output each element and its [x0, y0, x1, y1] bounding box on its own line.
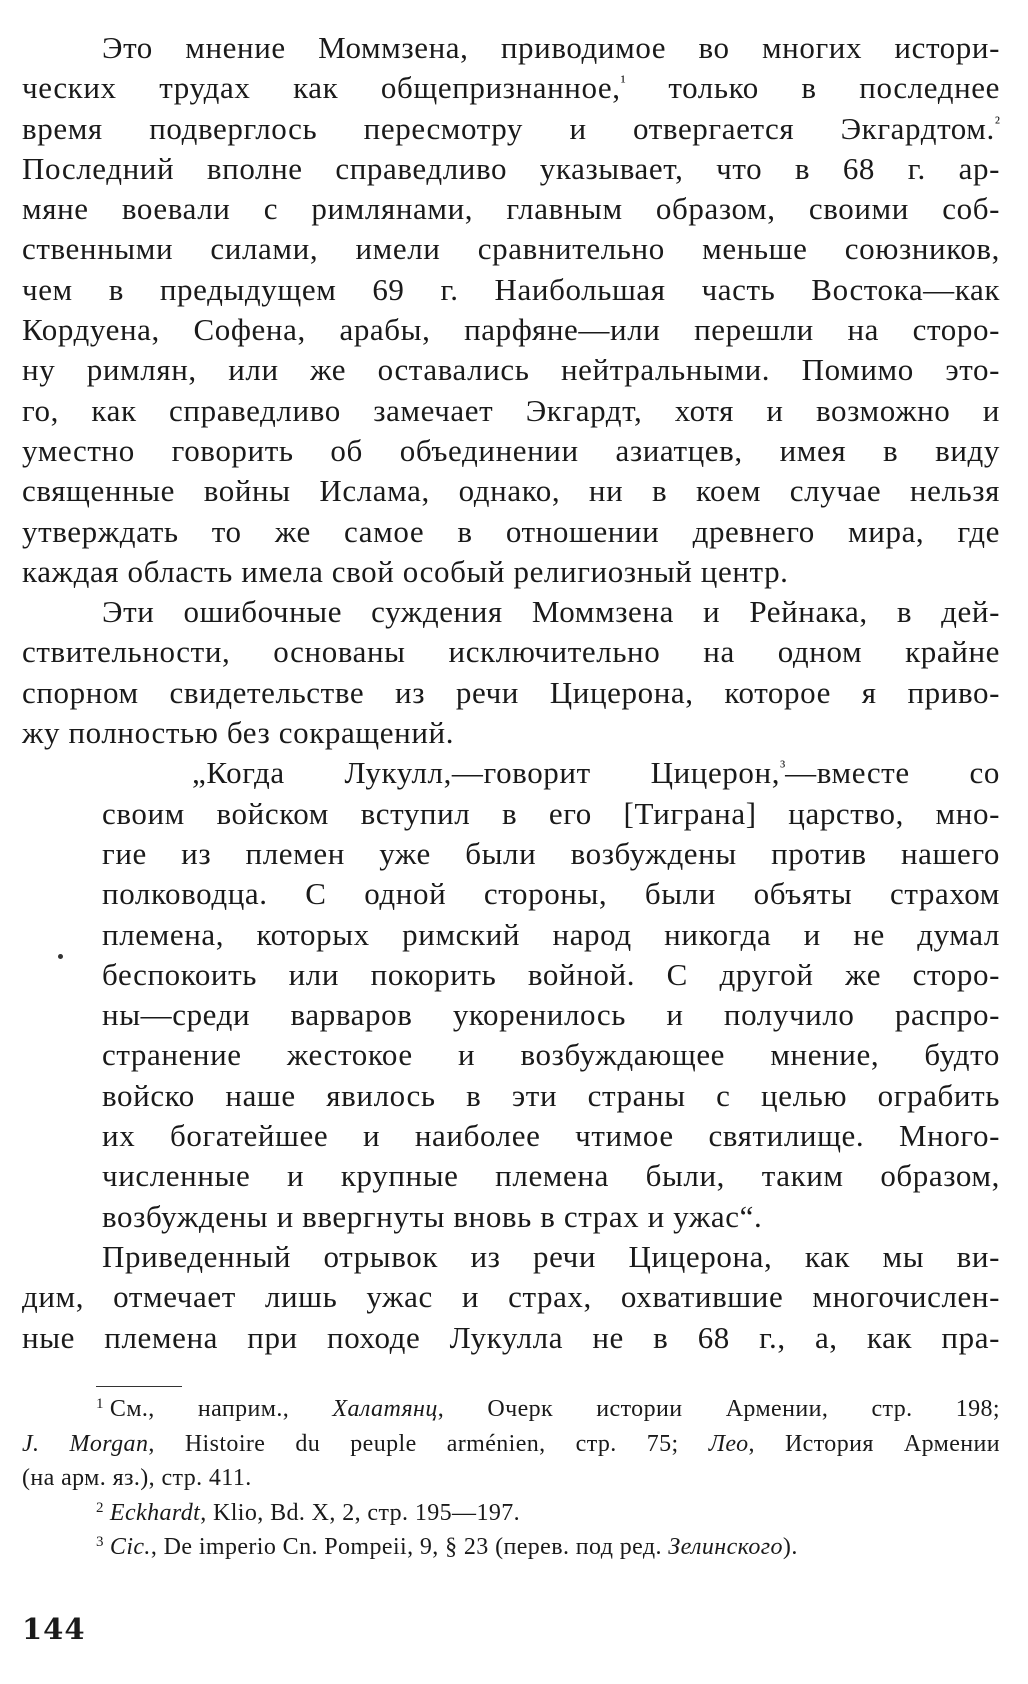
scan-speck: [58, 954, 63, 959]
text-line: своим войском вступил в его [Тиграна] царство, мно-: [102, 795, 1000, 831]
footnote-separator: [96, 1386, 182, 1387]
text-line: численные и крупные племена были, таким образом,: [102, 1158, 1000, 1194]
text-line: дим, отмечает лишь ужас и страх, охватившие многочислен-: [22, 1279, 1000, 1315]
footnote-ref-1: ¹: [620, 72, 626, 92]
paragraph-2: [22, 592, 1000, 753]
paragraph-3: [22, 1237, 1000, 1358]
footnote-1: [22, 1392, 1000, 1496]
text-line: полководца. С одной стороны, были объяты страхом: [102, 876, 1000, 912]
text-line: беспокоить или покорить войной. С другой же сторо-: [102, 956, 1000, 992]
main-text: [22, 28, 1000, 1358]
text-line: Последний вполне справедливо указывает, что в 68 г. ар-: [22, 150, 1000, 186]
text-line: уместно говорить об объединении азиатцев, имея в виду: [22, 432, 1000, 468]
text-line: их богатейшее и наиболее чтимое святилище. Много-: [102, 1118, 1000, 1154]
footnotes: [22, 1392, 1000, 1565]
text-line: время подверглось пересмотру и отвергается Экгардтом.$^{^2}$: [22, 110, 1000, 146]
text-line: Это мнение Моммзена, приводимое во многих истори-: [102, 30, 1000, 65]
footnote-3: [22, 1530, 1000, 1565]
quotation: [22, 753, 1000, 1237]
footnote-ref-2: ²: [994, 112, 1000, 132]
text-line: ственными силами, имели сравнительно меньше союзников,: [22, 231, 1000, 267]
text-line: возбуждены и ввергнуты вновь в страх и ужас“.: [102, 1198, 763, 1234]
footnote-ref-3: ³: [780, 757, 786, 777]
footnote-2: [22, 1496, 1000, 1531]
text-line: жу полностью без сокращений.: [22, 715, 455, 751]
text-line: ны—среди варваров укоренилось и получило распро-: [102, 997, 1000, 1033]
text-line: ствительности, основаны исключительно на одном крайне: [22, 634, 1000, 670]
text-line: утверждать то же самое в отношении древнего мира, где: [22, 513, 1000, 549]
text-line: гие из племен уже были возбуждены против нашего: [102, 835, 1000, 871]
paragraph-1: [22, 28, 1000, 592]
text-line: мяне воевали с римлянами, главным образом, своими соб-: [22, 191, 1000, 227]
text-line: J. Morgan, Histoire du peuple arménien, стр. 75; Лео, История Армении: [22, 1430, 1000, 1457]
text-line: спорном свидетельстве из речи Цицерона, которое я приво-: [22, 674, 1000, 710]
text-line: ну римлян, или же оставались нейтральными. Помимо это-: [22, 352, 1000, 388]
text-line: войско наше явилось в эти страны с целью ограбить: [102, 1077, 1000, 1113]
footnote-number: 2: [96, 1499, 104, 1516]
text-line: священные войны Ислама, однако, ни в коем случае нельзя: [22, 473, 1000, 509]
text-line: „Когда Лукулл,—говорит Цицерон,$^{^3}$—вместе со: [192, 755, 1000, 791]
text-line: $^3$ Cic., De imperio Cn. Pompeii, 9, § 23 (перев. под ред. Зелинского).: [96, 1534, 798, 1560]
text-line: Эти ошибочные суждения Моммзена и Рейнака, в дей-: [102, 594, 1000, 630]
text-line: ческих трудах как общепризнанное,$^{^1}$ только в последнее: [22, 70, 1000, 106]
text-line: странение жестокое и возбуждающее мнение, будто: [102, 1037, 1000, 1073]
text-line: племена, которых римский народ никогда и не думал: [102, 916, 1000, 952]
footnote-number: 3: [96, 1534, 104, 1550]
page-number: 144: [22, 1612, 86, 1646]
text-line: чем в предыдущем 69 г. Наибольшая часть Востока—как: [22, 271, 1000, 307]
footnote-number: 1: [96, 1396, 104, 1412]
text-line: ные племена при походе Лукулла не в 68 г., а, как пра-: [22, 1319, 1000, 1355]
text-line: Кордуена, Софена, арабы, парфяне—или перешли на сторо-: [22, 312, 1000, 348]
text-line: (на арм. яз.), стр. 411.: [22, 1465, 252, 1491]
text-line: го, как справедливо замечает Экгардт, хотя и возможно и: [22, 392, 1000, 428]
text-line: каждая область имела свой особый религиозный центр.: [22, 553, 789, 589]
text-line: $^1$ См., наприм., Халатянц, Очерк истории Армении, стр. 198;: [96, 1396, 1000, 1422]
text-line: $^2$ Eckhardt, Klio, Bd. X, 2, стр. 195—197.: [96, 1499, 521, 1526]
text-line: Приведенный отрывок из речи Цицерона, как мы ви-: [102, 1238, 1000, 1274]
